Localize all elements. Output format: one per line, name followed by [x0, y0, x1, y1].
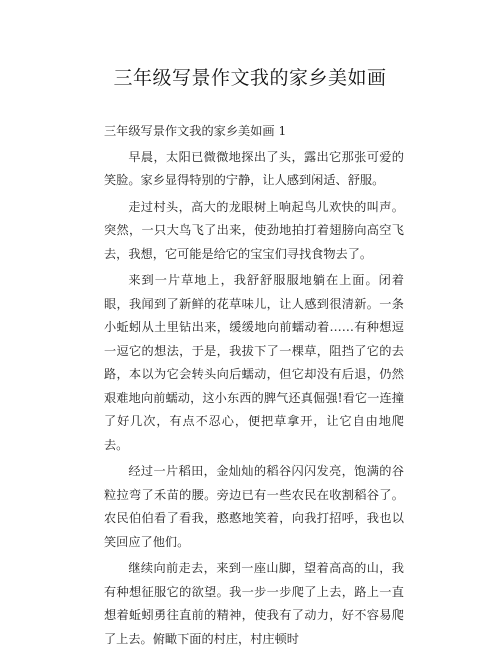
paragraph-1: 早晨，太阳已微微地探出了头，露出它那张可爱的笑脸。家乡显得特别的宁静，让人感到闲适、舒服。 — [104, 149, 404, 187]
paragraph-5: 继续向前走去，来到一座山脚，望着高高的山，我有种想征服它的欲望。我一步一步爬了上去，路上一直想着蚯蚓勇往直前的精神，使我有了动力，好不容易爬了上去。俯瞰下面的村庄，村庄顿时 — [104, 561, 404, 646]
paragraph-4: 经过一片稻田，金灿灿的稻谷闪闪发亮，饱满的谷粒拉弯了禾苗的腰。旁边已有一些农民在收割稻谷了。农民伯伯看了看我，憨憨地笑着，向我打招呼，我也以笑回应了他们。 — [104, 464, 404, 549]
document-title: 三年级写景作文我的家乡美如画 — [113, 67, 387, 89]
document-body — [104, 120, 404, 654]
section-heading: 三年级写景作文我的家乡美如画 1 — [104, 124, 287, 138]
paragraph-3: 来到一片草地上，我舒舒服服地躺在上面。闭着眼，我闻到了新鲜的花草味儿，让人感到很清新。一条小蚯蚓从土里钻出来，缓缓地向前蠕动着……有种想逗一逗它的想法，于是，我拔下了一棵草，阻挡了它的去路，本以为它会转头向后蠕动，但它却没有后退，仍然艰难地向前蠕动，这小东西的脾气还真倔强!看它一连撞了好几次，有点不忍心，便把草拿开，让它自由地爬去。 — [104, 273, 404, 452]
paragraph-2: 走过村头，高大的龙眼树上响起鸟儿欢快的叫声。突然，一只大鸟飞了出来，使劲地拍打着翅膀向高空飞去，我想，它可能是给它的宝宝们寻找食物去了。 — [104, 199, 404, 261]
